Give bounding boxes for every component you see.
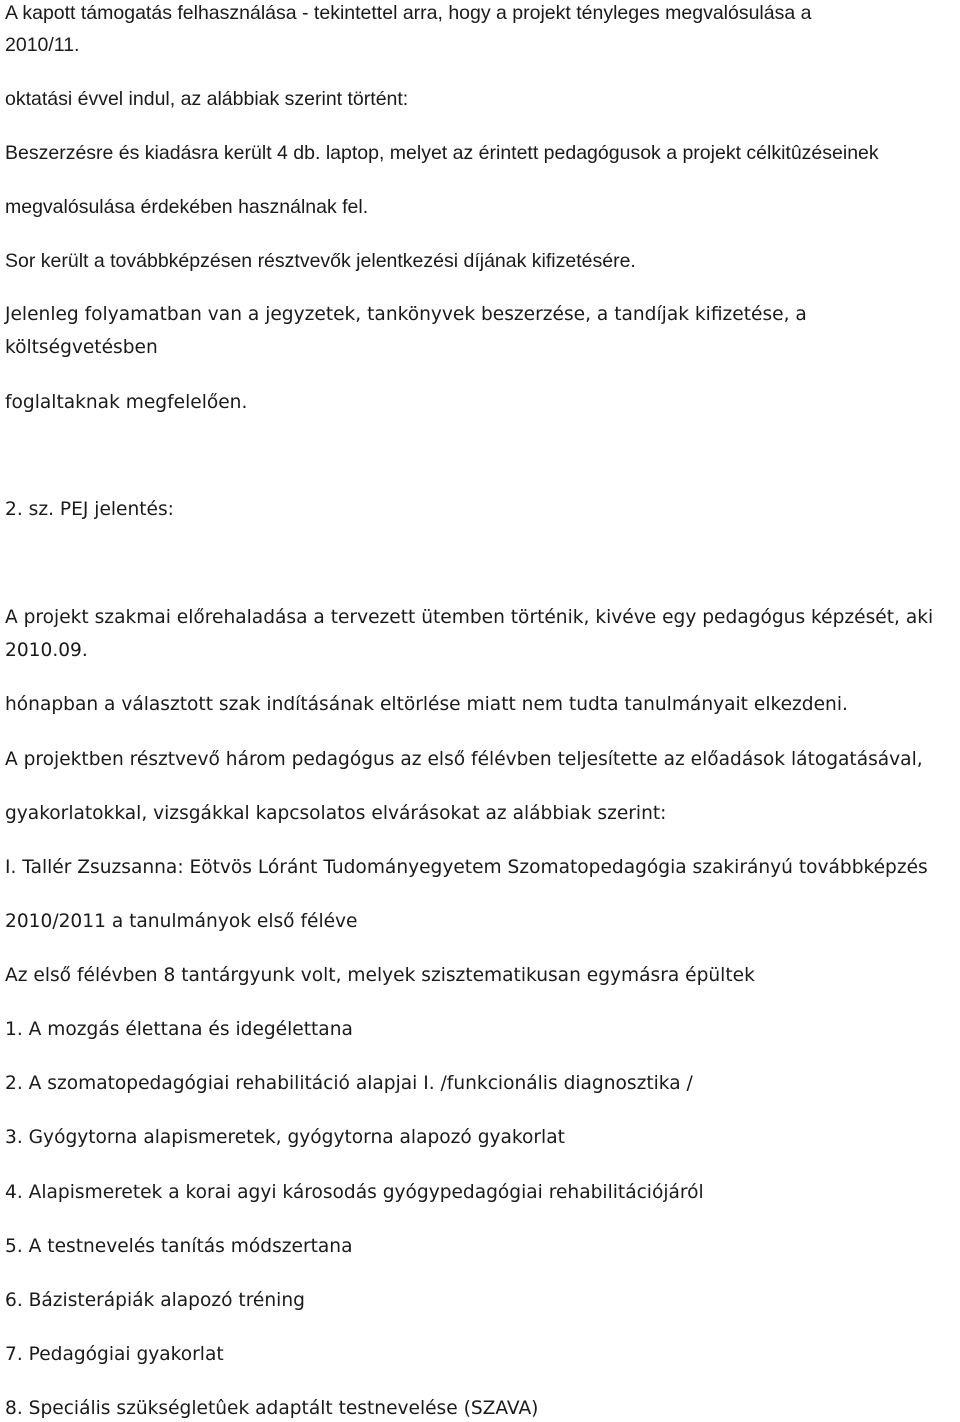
course-list-item: 2. A szomatopedagógiai rehabilitáció alapjai I. /funkcionális diagnosztika / [5, 1073, 693, 1094]
course-list-item: 1. A mozgás élettana és idegélettana [5, 1019, 353, 1040]
section-heading: 2. sz. PEJ jelentés: [5, 499, 174, 520]
paragraph-line: 2010.09. [5, 640, 88, 661]
paragraph-line: A projekt szakmai előrehaladása a tervezett ütemben történik, kivéve egy pedagógus képzését, aki [5, 607, 934, 628]
paragraph-line: Sor került a továbbképzésen résztvevők jelentkezési díjának kifizetésére. [5, 250, 636, 272]
paragraph-line: hónapban a választott szak indításának eltörlése miatt nem tudta tanulmányait elkezdeni. [5, 694, 848, 715]
paragraph-line: gyakorlatokkal, vizsgákkal kapcsolatos elvárásokat az alábbiak szerint: [5, 803, 667, 824]
paragraph-line: foglaltaknak megfelelően. [5, 392, 248, 413]
paragraph-line: oktatási évvel indul, az alábbiak szerint történt: [5, 88, 409, 110]
paragraph-line: 2010/11. [5, 34, 80, 56]
course-list-item: 5. A testnevelés tanítás módszertana [5, 1236, 353, 1257]
course-list-item: 4. Alapismeretek a korai agyi károsodás gyógypedagógiai rehabilitációjáról [5, 1182, 704, 1203]
course-list-item: 6. Bázisterápiák alapozó tréning [5, 1290, 305, 1311]
course-list-item: 8. Speciális szükségletûek adaptált testnevelése (SZAVA) [5, 1398, 539, 1419]
paragraph-line: A projektben résztvevő három pedagógus az első félévben teljesítette az előadások látogatásával, [5, 749, 923, 770]
paragraph-line: Beszerzésre és kiadásra került 4 db. laptop, melyet az érintett pedagógusok a projekt célkitûzéseinek [5, 142, 879, 164]
course-list-item: 3. Gyógytorna alapismeretek, gyógytorna alapozó gyakorlat [5, 1127, 565, 1148]
paragraph-line: megvalósulása érdekében használnak fel. [5, 196, 369, 218]
paragraph-line: I. Tallér Zsuzsanna: Eötvös Lóránt Tudományegyetem Szomatopedagógia szakirányú továbbképzés [5, 857, 928, 878]
paragraph-line: Jelenleg folyamatban van a jegyzetek, tankönyvek beszerzése, a tandíjak kifizetése, a [5, 304, 807, 325]
course-list-item: 7. Pedagógiai gyakorlat [5, 1344, 224, 1365]
paragraph-line: 2010/2011 a tanulmányok első féléve [5, 911, 358, 932]
paragraph-line: A kapott támogatás felhasználása - tekintettel arra, hogy a projekt tényleges megvalósulása a [5, 2, 812, 24]
paragraph-line: költségvetésben [5, 337, 158, 358]
paragraph-line: Az első félévben 8 tantárgyunk volt, melyek szisztematikusan egymásra épültek [5, 965, 755, 986]
